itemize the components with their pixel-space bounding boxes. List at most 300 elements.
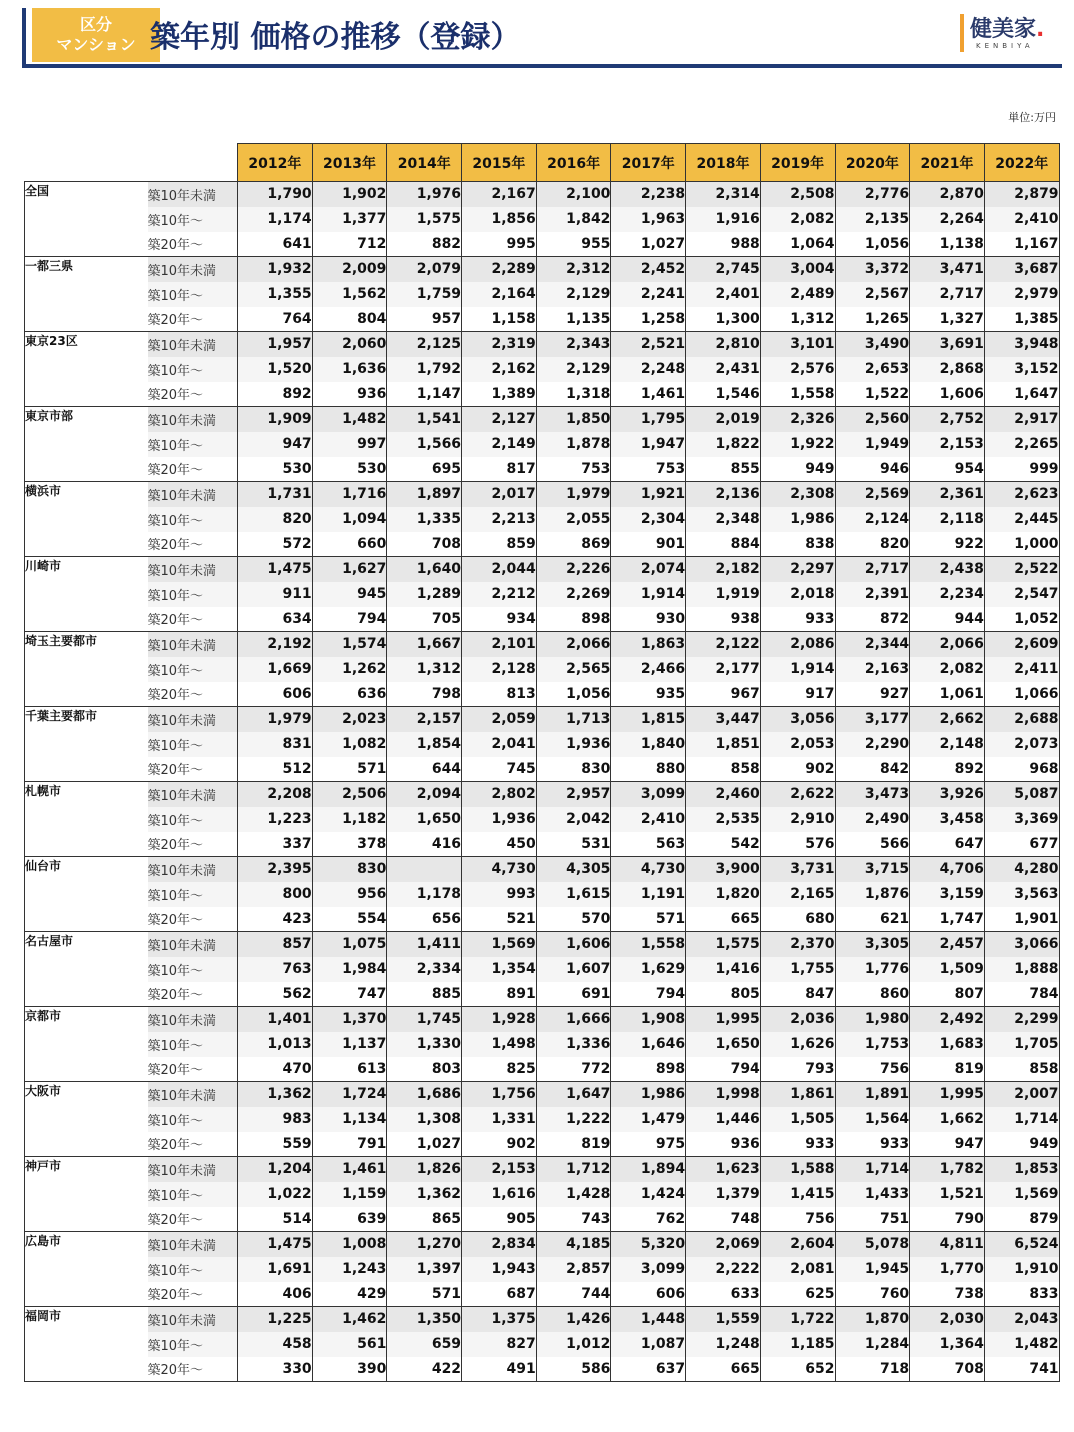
price-cell: 4,730 — [611, 857, 686, 882]
price-cell: 1,243 — [312, 1257, 387, 1282]
price-cell: 2,344 — [835, 632, 910, 657]
price-cell: 708 — [910, 1357, 985, 1382]
price-cell: 1,331 — [462, 1107, 537, 1132]
price-cell: 1,943 — [462, 1257, 537, 1282]
price-cell: 934 — [462, 607, 537, 632]
price-cell: 946 — [835, 457, 910, 482]
age-category: 築10年～ — [148, 882, 238, 907]
price-cell: 1,433 — [835, 1182, 910, 1207]
price-cell: 1,646 — [611, 1032, 686, 1057]
price-cell: 1,854 — [387, 732, 462, 757]
price-cell: 2,129 — [536, 357, 611, 382]
age-category: 築10年未満 — [148, 707, 238, 732]
price-cell: 2,688 — [984, 707, 1059, 732]
age-category: 築20年～ — [148, 307, 238, 332]
age-category: 築10年～ — [148, 1107, 238, 1132]
age-category: 築20年～ — [148, 1132, 238, 1157]
price-cell: 5,320 — [611, 1232, 686, 1257]
price-cell: 884 — [686, 532, 761, 557]
table-row — [25, 882, 1060, 907]
price-cell: 911 — [238, 582, 313, 607]
price-cell: 3,948 — [984, 332, 1059, 357]
price-cell: 2,560 — [835, 407, 910, 432]
price-cell: 2,343 — [536, 332, 611, 357]
price-cell: 995 — [462, 232, 537, 257]
price-cell: 2,361 — [910, 482, 985, 507]
price-cell: 898 — [536, 607, 611, 632]
price-cell: 2,177 — [686, 657, 761, 682]
price-cell: 2,370 — [760, 932, 835, 957]
year-header: 2017年 — [611, 144, 686, 182]
price-cell: 1,375 — [462, 1307, 537, 1332]
price-cell: 859 — [462, 532, 537, 557]
price-cell: 2,506 — [312, 782, 387, 807]
price-cell: 1,138 — [910, 232, 985, 257]
price-cell: 898 — [611, 1057, 686, 1082]
price-cell: 1,851 — [686, 732, 761, 757]
price-cell: 1,052 — [984, 607, 1059, 632]
price-cell: 825 — [462, 1057, 537, 1082]
price-cell: 2,910 — [760, 807, 835, 832]
table-row — [25, 482, 1060, 507]
price-cell: 1,691 — [238, 1257, 313, 1282]
price-cell: 1,137 — [312, 1032, 387, 1057]
price-cell: 2,752 — [910, 407, 985, 432]
price-cell: 571 — [312, 757, 387, 782]
price-cell: 988 — [686, 232, 761, 257]
age-category: 築10年未満 — [148, 932, 238, 957]
price-cell: 1,300 — [686, 307, 761, 332]
age-category: 築20年～ — [148, 607, 238, 632]
price-cell: 1,027 — [387, 1132, 462, 1157]
price-cell: 1,336 — [536, 1032, 611, 1057]
price-cell: 1,167 — [984, 232, 1059, 257]
region-name: 札幌市 — [25, 782, 148, 857]
price-cell: 621 — [835, 907, 910, 932]
price-cell: 2,834 — [462, 1232, 537, 1257]
price-cell: 2,290 — [835, 732, 910, 757]
price-cell: 3,458 — [910, 807, 985, 832]
price-cell: 4,280 — [984, 857, 1059, 882]
price-cell: 572 — [238, 532, 313, 557]
price-cell: 954 — [910, 457, 985, 482]
price-cell: 636 — [312, 682, 387, 707]
price-cell: 2,979 — [984, 282, 1059, 307]
price-cell: 1,312 — [387, 657, 462, 682]
table-row — [25, 207, 1060, 232]
price-cell: 882 — [387, 232, 462, 257]
age-category: 築10年～ — [148, 582, 238, 607]
price-cell: 1,957 — [238, 332, 313, 357]
price-cell: 1,901 — [984, 907, 1059, 932]
price-cell: 842 — [835, 757, 910, 782]
price-cell: 639 — [312, 1207, 387, 1232]
price-cell: 1,475 — [238, 557, 313, 582]
price-cell: 2,122 — [686, 632, 761, 657]
price-cell: 1,616 — [462, 1182, 537, 1207]
price-cell: 1,564 — [835, 1107, 910, 1132]
price-cell: 1,606 — [536, 932, 611, 957]
price-cell: 665 — [686, 1357, 761, 1382]
age-category: 築10年未満 — [148, 1007, 238, 1032]
price-cell: 1,894 — [611, 1157, 686, 1182]
table-row — [25, 507, 1060, 532]
price-cell: 1,178 — [387, 882, 462, 907]
age-category: 築20年～ — [148, 1057, 238, 1082]
price-cell: 933 — [760, 1132, 835, 1157]
price-cell: 3,715 — [835, 857, 910, 882]
table-row — [25, 1107, 1060, 1132]
price-cell: 831 — [238, 732, 313, 757]
price-cell: 892 — [910, 757, 985, 782]
price-cell: 1,223 — [238, 807, 313, 832]
price-cell: 680 — [760, 907, 835, 932]
table-body — [25, 182, 1060, 1382]
price-cell: 1,921 — [611, 482, 686, 507]
age-category: 築20年～ — [148, 832, 238, 857]
price-cell: 562 — [238, 982, 313, 1007]
price-cell: 830 — [536, 757, 611, 782]
price-cell: 1,541 — [387, 407, 462, 432]
price-cell: 2,192 — [238, 632, 313, 657]
price-cell: 772 — [536, 1057, 611, 1082]
price-cell: 756 — [835, 1057, 910, 1082]
price-cell: 2,148 — [910, 732, 985, 757]
price-cell: 330 — [238, 1357, 313, 1382]
table-row — [25, 1007, 1060, 1032]
price-cell: 1,225 — [238, 1307, 313, 1332]
price-cell: 2,653 — [835, 357, 910, 382]
price-cell: 2,457 — [910, 932, 985, 957]
price-cell: 2,438 — [910, 557, 985, 582]
price-cell: 1,318 — [536, 382, 611, 407]
price-cell: 827 — [462, 1332, 537, 1357]
price-cell: 5,078 — [835, 1232, 910, 1257]
price-cell: 1,482 — [312, 407, 387, 432]
price-cell: 2,238 — [611, 182, 686, 207]
table-row — [25, 957, 1060, 982]
logo-dot: . — [1036, 17, 1045, 42]
price-cell: 1,289 — [387, 582, 462, 607]
age-category: 築10年～ — [148, 432, 238, 457]
price-cell: 563 — [611, 832, 686, 857]
price-cell: 1,446 — [686, 1107, 761, 1132]
unit-label: 単位:万円 — [1008, 111, 1056, 124]
price-cell: 647 — [910, 832, 985, 857]
price-cell: 2,023 — [312, 707, 387, 732]
price-cell: 2,208 — [238, 782, 313, 807]
price-cell: 3,490 — [835, 332, 910, 357]
price-cell: 1,559 — [686, 1307, 761, 1332]
price-cell: 2,460 — [686, 782, 761, 807]
price-cell: 695 — [387, 457, 462, 482]
price-cell: 1,174 — [238, 207, 313, 232]
price-cell: 747 — [312, 982, 387, 1007]
price-cell: 2,308 — [760, 482, 835, 507]
age-category: 築10年未満 — [148, 1307, 238, 1332]
price-cell: 794 — [686, 1057, 761, 1082]
price-cell: 576 — [760, 832, 835, 857]
price-cell: 2,059 — [462, 707, 537, 732]
price-cell: 2,073 — [984, 732, 1059, 757]
price-cell: 554 — [312, 907, 387, 932]
price-cell: 1,087 — [611, 1332, 686, 1357]
price-cell: 803 — [387, 1057, 462, 1082]
price-cell: 790 — [910, 1207, 985, 1232]
age-category: 築10年～ — [148, 357, 238, 382]
table-row — [25, 732, 1060, 757]
table-row — [25, 832, 1060, 857]
price-cell: 784 — [984, 982, 1059, 1007]
table-row — [25, 307, 1060, 332]
price-cell: 2,565 — [536, 657, 611, 682]
price-cell: 1,182 — [312, 807, 387, 832]
price-cell: 378 — [312, 832, 387, 857]
price-cell: 1,822 — [686, 432, 761, 457]
price-cell: 933 — [835, 1132, 910, 1157]
price-cell: 1,910 — [984, 1257, 1059, 1282]
price-cell: 902 — [462, 1132, 537, 1157]
price-cell: 938 — [686, 607, 761, 632]
table-row — [25, 757, 1060, 782]
price-cell: 4,730 — [462, 857, 537, 882]
price-cell: 2,100 — [536, 182, 611, 207]
price-cell: 891 — [462, 982, 537, 1007]
price-cell: 708 — [387, 532, 462, 557]
price-cell: 858 — [686, 757, 761, 782]
price-cell: 1,870 — [835, 1307, 910, 1332]
age-category: 築20年～ — [148, 232, 238, 257]
price-cell: 762 — [611, 1207, 686, 1232]
price-cell: 753 — [611, 457, 686, 482]
price-cell: 820 — [238, 507, 313, 532]
table-row — [25, 1082, 1060, 1107]
price-cell: 1,013 — [238, 1032, 313, 1057]
price-cell: 3,447 — [686, 707, 761, 732]
price-cell: 993 — [462, 882, 537, 907]
price-cell: 1,012 — [536, 1332, 611, 1357]
price-cell: 2,030 — [910, 1307, 985, 1332]
header-underline — [22, 64, 1062, 68]
price-cell: 1,064 — [760, 232, 835, 257]
table-row — [25, 1357, 1060, 1382]
price-cell: 3,369 — [984, 807, 1059, 832]
price-cell: 1,629 — [611, 957, 686, 982]
price-cell: 1,066 — [984, 682, 1059, 707]
price-cell: 1,566 — [387, 432, 462, 457]
price-cell: 531 — [536, 832, 611, 857]
price-cell: 1,932 — [238, 257, 313, 282]
price-cell: 798 — [387, 682, 462, 707]
price-cell: 858 — [984, 1057, 1059, 1082]
price-cell: 2,019 — [686, 407, 761, 432]
price-cell: 644 — [387, 757, 462, 782]
price-cell: 2,082 — [910, 657, 985, 682]
year-header: 2021年 — [910, 144, 985, 182]
price-cell: 1,683 — [910, 1032, 985, 1057]
price-cell: 1,461 — [611, 382, 686, 407]
price-cell: 905 — [462, 1207, 537, 1232]
price-cell: 2,042 — [536, 807, 611, 832]
price-cell: 1,716 — [312, 482, 387, 507]
price-cell: 3,473 — [835, 782, 910, 807]
price-cell: 2,055 — [536, 507, 611, 532]
price-cell: 566 — [835, 832, 910, 857]
table-row — [25, 1057, 1060, 1082]
price-cell: 634 — [238, 607, 313, 632]
price-cell: 830 — [312, 857, 387, 882]
price-cell: 1,134 — [312, 1107, 387, 1132]
price-cell: 491 — [462, 1357, 537, 1382]
price-cell: 2,118 — [910, 507, 985, 532]
price-cell: 2,304 — [611, 507, 686, 532]
price-cell: 2,135 — [835, 207, 910, 232]
price-cell: 1,370 — [312, 1007, 387, 1032]
price-cell: 957 — [387, 307, 462, 332]
price-cell: 1,354 — [462, 957, 537, 982]
price-cell: 1,919 — [686, 582, 761, 607]
price-cell: 751 — [835, 1207, 910, 1232]
price-cell: 2,334 — [387, 957, 462, 982]
price-cell: 807 — [910, 982, 985, 1007]
price-cell: 1,482 — [984, 1332, 1059, 1357]
price-cell: 2,009 — [312, 257, 387, 282]
table-row — [25, 582, 1060, 607]
price-cell: 838 — [760, 532, 835, 557]
table-row — [25, 707, 1060, 732]
price-cell: 1,667 — [387, 632, 462, 657]
price-cell: 901 — [611, 532, 686, 557]
price-cell: 1,863 — [611, 632, 686, 657]
price-cell: 2,452 — [611, 257, 686, 282]
price-cell: 1,747 — [910, 907, 985, 932]
price-cell: 718 — [835, 1357, 910, 1382]
price-cell: 1,636 — [312, 357, 387, 382]
price-cell: 1,027 — [611, 232, 686, 257]
price-cell: 1,963 — [611, 207, 686, 232]
price-cell: 3,900 — [686, 857, 761, 882]
price-cell: 1,759 — [387, 282, 462, 307]
price-cell: 2,264 — [910, 207, 985, 232]
price-cell: 1,424 — [611, 1182, 686, 1207]
price-cell: 1,498 — [462, 1032, 537, 1057]
price-cell: 1,520 — [238, 357, 313, 382]
price-cell: 2,043 — [984, 1307, 1059, 1332]
table-row — [25, 657, 1060, 682]
price-cell: 2,319 — [462, 332, 537, 357]
region-name: 東京23区 — [25, 332, 148, 407]
price-cell: 1,650 — [686, 1032, 761, 1057]
price-cell: 659 — [387, 1332, 462, 1357]
price-cell: 2,101 — [462, 632, 537, 657]
age-category: 築10年未満 — [148, 557, 238, 582]
price-cell: 2,431 — [686, 357, 761, 382]
region-name: 川崎市 — [25, 557, 148, 632]
table-row — [25, 1257, 1060, 1282]
price-cell: 542 — [686, 832, 761, 857]
price-cell: 1,891 — [835, 1082, 910, 1107]
table-row — [25, 1232, 1060, 1257]
price-cell: 879 — [984, 1207, 1059, 1232]
price-cell: 1,908 — [611, 1007, 686, 1032]
price-cell: 1,647 — [984, 382, 1059, 407]
page-title: 築年別 価格の推移（登録） — [150, 20, 521, 55]
price-cell: 2,299 — [984, 1007, 1059, 1032]
price-cell: 712 — [312, 232, 387, 257]
price-cell: 2,182 — [686, 557, 761, 582]
price-cell: 2,576 — [760, 357, 835, 382]
table-row — [25, 1032, 1060, 1057]
price-cell: 2,128 — [462, 657, 537, 682]
price-cell: 1,569 — [462, 932, 537, 957]
price-cell: 1,712 — [536, 1157, 611, 1182]
price-cell: 613 — [312, 1057, 387, 1082]
price-cell: 1,815 — [611, 707, 686, 732]
price-cell: 1,505 — [760, 1107, 835, 1132]
price-cell: 1,914 — [760, 657, 835, 682]
price-cell: 1,979 — [536, 482, 611, 507]
table-row — [25, 607, 1060, 632]
price-cell: 927 — [835, 682, 910, 707]
age-category: 築20年～ — [148, 1357, 238, 1382]
price-cell: 819 — [536, 1132, 611, 1157]
price-cell: 2,490 — [835, 807, 910, 832]
price-cell: 2,124 — [835, 507, 910, 532]
price-cell: 1,265 — [835, 307, 910, 332]
price-cell: 3,056 — [760, 707, 835, 732]
price-cell: 949 — [984, 1132, 1059, 1157]
price-cell: 1,790 — [238, 182, 313, 207]
price-cell: 880 — [611, 757, 686, 782]
price-cell: 2,153 — [462, 1157, 537, 1182]
price-cell: 2,776 — [835, 182, 910, 207]
price-cell: 1,650 — [387, 807, 462, 832]
price-cell: 1,262 — [312, 657, 387, 682]
price-cell: 1,876 — [835, 882, 910, 907]
table-row — [25, 1157, 1060, 1182]
price-cell: 1,312 — [760, 307, 835, 332]
price-cell: 2,623 — [984, 482, 1059, 507]
price-cell: 416 — [387, 832, 462, 857]
price-cell: 1,995 — [910, 1082, 985, 1107]
price-cell: 1,731 — [238, 482, 313, 507]
price-cell: 677 — [984, 832, 1059, 857]
price-cell: 2,662 — [910, 707, 985, 732]
price-cell: 1,377 — [312, 207, 387, 232]
price-cell: 945 — [312, 582, 387, 607]
age-category: 築20年～ — [148, 532, 238, 557]
price-cell: 1,770 — [910, 1257, 985, 1282]
price-cell: 930 — [611, 607, 686, 632]
age-category: 築10年～ — [148, 282, 238, 307]
price-cell: 2,957 — [536, 782, 611, 807]
table-row — [25, 632, 1060, 657]
price-cell: 1,705 — [984, 1032, 1059, 1057]
price-cell: 1,416 — [686, 957, 761, 982]
price-cell: 833 — [984, 1282, 1059, 1307]
age-category: 築10年未満 — [148, 1232, 238, 1257]
table-row — [25, 232, 1060, 257]
price-cell: 955 — [536, 232, 611, 257]
price-cell: 2,547 — [984, 582, 1059, 607]
year-header: 2019年 — [760, 144, 835, 182]
price-cell: 1,755 — [760, 957, 835, 982]
price-cell: 1,379 — [686, 1182, 761, 1207]
price-cell: 2,870 — [910, 182, 985, 207]
region-name: 仙台市 — [25, 857, 148, 932]
price-cell: 3,066 — [984, 932, 1059, 957]
price-cell: 2,036 — [760, 1007, 835, 1032]
